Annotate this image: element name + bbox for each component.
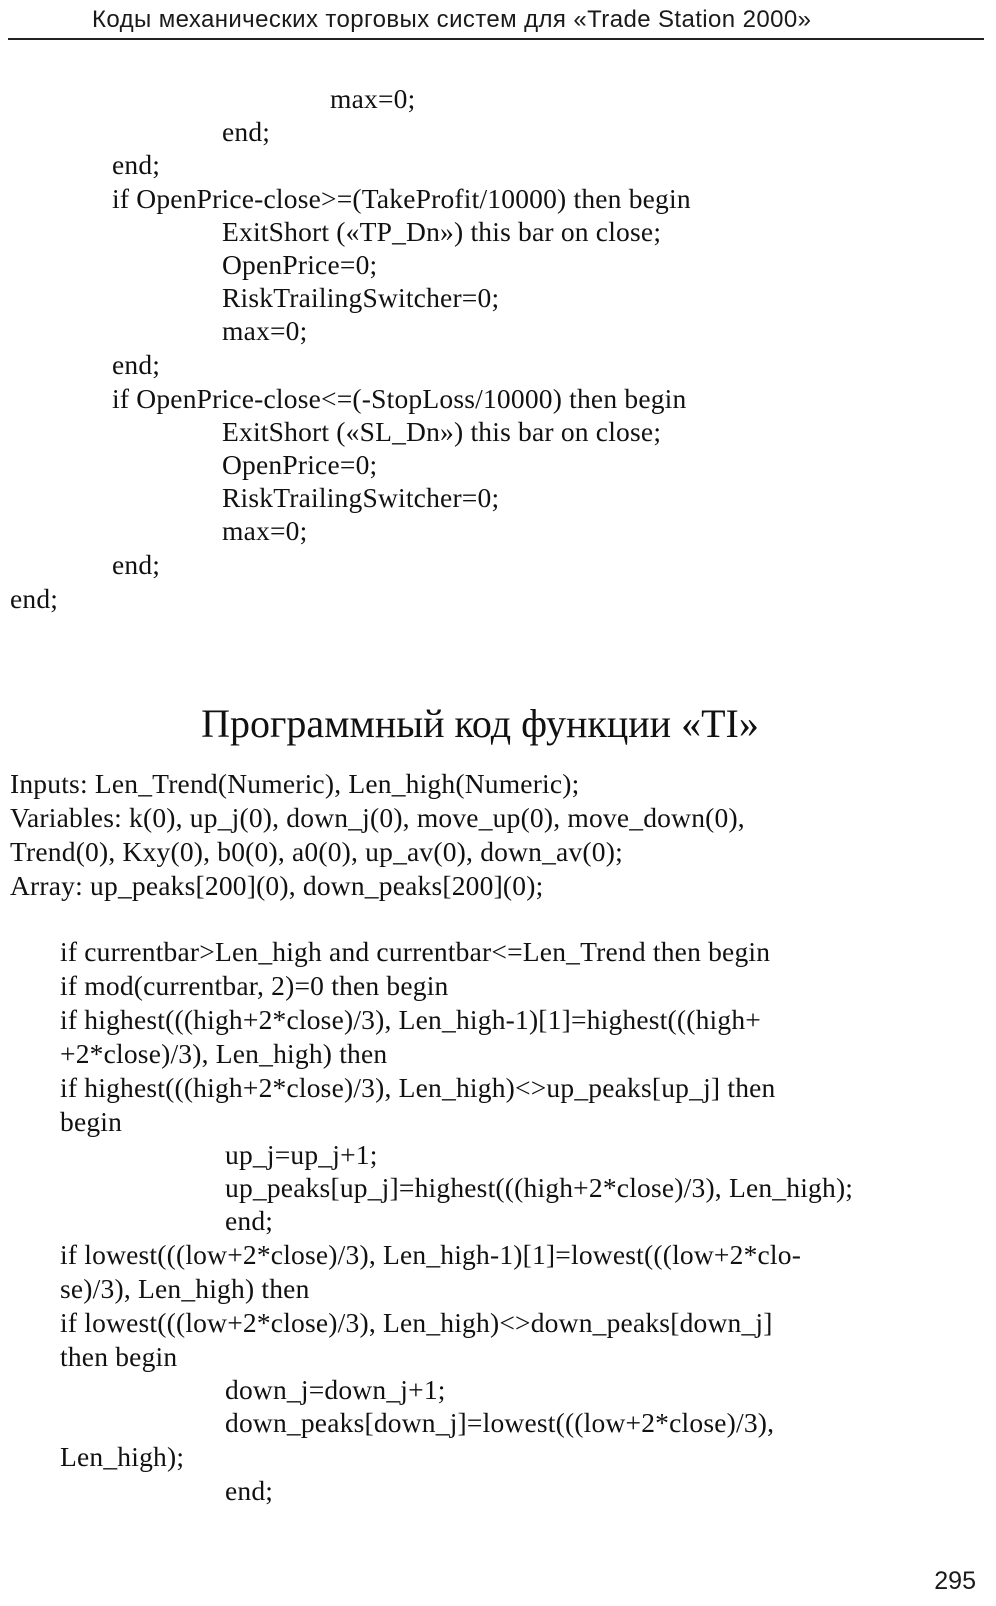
code-line: if currentbar>Len_high and currentbar<=Len_Trend then begin [60, 936, 771, 967]
code-line: down_j=down_j+1; [225, 1374, 446, 1405]
code-line: if OpenPrice-close<=(-StopLoss/10000) then begin [112, 383, 687, 414]
code-line: end; [225, 1205, 274, 1236]
code-line: max=0; [222, 315, 308, 346]
code-line: ExitShort («SL_Dn») this bar on close; [222, 416, 662, 447]
code-line: OpenPrice=0; [222, 449, 378, 480]
code-line: +2*close)/3), Len_high) then [60, 1038, 388, 1069]
code-line: if lowest(((low+2*close)/3), Len_high-1)[1]=lowest(((low+2*clo- [60, 1239, 802, 1270]
code-line: Inputs: Len_Trend(Numeric), Len_high(Numeric); [10, 768, 580, 799]
page-number: 295 [934, 1567, 976, 1595]
code-line: end; [112, 549, 161, 580]
code-line: end; [225, 1475, 274, 1506]
code-line: then begin [60, 1341, 178, 1372]
code-line: Trend(0), Kxy(0), b0(0), a0(0), up_av(0), down_av(0); [10, 836, 623, 867]
code-line: Array: up_peaks[200](0), down_peaks[200](0); [10, 870, 544, 901]
code-line: if OpenPrice-close>=(TakeProfit/10000) then begin [112, 183, 691, 214]
code-line: up_j=up_j+1; [225, 1139, 378, 1170]
code-line: if mod(currentbar, 2)=0 then begin [60, 970, 449, 1001]
code-line: max=0; [222, 515, 308, 546]
code-line: begin [60, 1106, 123, 1137]
code-line: end; [10, 583, 59, 614]
code-line: if highest(((high+2*close)/3), Len_high-1)[1]=highest(((high+ [60, 1004, 761, 1035]
code-line: Len_high); [60, 1441, 185, 1472]
code-line: ExitShort («TP_Dn») this bar on close; [222, 216, 662, 247]
code-line: if lowest(((low+2*close)/3), Len_high)<>down_peaks[down_j] [60, 1307, 773, 1338]
section-title: Программный код функции «TI» [201, 701, 759, 746]
code-line: RiskTrailingSwitcher=0; [222, 482, 500, 513]
code-line: down_peaks[down_j]=lowest(((low+2*close)/3), [225, 1407, 775, 1438]
code-line: Variables: k(0), up_j(0), down_j(0), move_up(0), move_down(0), [10, 802, 745, 833]
code-line: end; [112, 149, 161, 180]
code-line: RiskTrailingSwitcher=0; [222, 282, 500, 313]
running-title: Коды механических торговых систем для «Trade Station 2000» [92, 6, 812, 33]
code-line: end; [112, 349, 161, 380]
code-line: OpenPrice=0; [222, 249, 378, 280]
code-line: max=0; [330, 83, 416, 114]
code-line: up_peaks[up_j]=highest(((high+2*close)/3), Len_high); [225, 1172, 854, 1203]
code-line: if highest(((high+2*close)/3), Len_high)<>up_peaks[up_j] then [60, 1072, 776, 1103]
code-line: end; [222, 116, 271, 147]
code-line: se)/3), Len_high) then [60, 1273, 310, 1304]
